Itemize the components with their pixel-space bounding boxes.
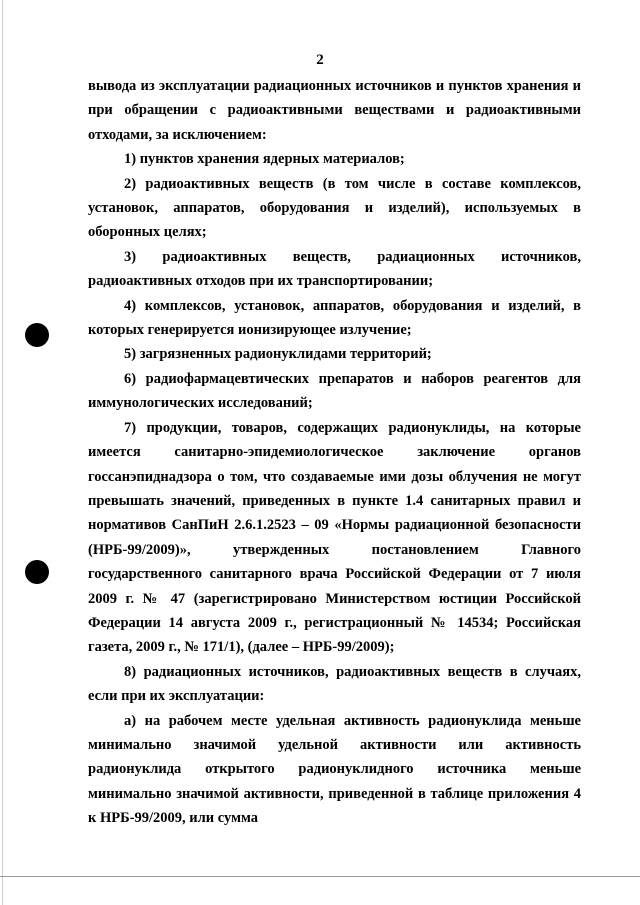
paragraph-item-6: 6) радиофармацевтических препаратов и наборов реагентов для иммунологических исследований; [88,370,581,412]
paragraph-item-8a: а) на рабочем месте удельная активность радионуклида меньше минимально значимой удельной активности или активность радионуклида открытого радионуклидного источника меньше минимально значимой активности, приведенной в таблице приложения 4 к НРБ-99/2009, или сумма [88,712,581,827]
paragraph-item-5: 5) загрязненных радионуклидами территорий; [124,346,432,363]
punch-hole-top [25,323,49,347]
paragraph-item-3: 3) радиоактивных веществ, радиационных источников, радиоактивных отходов при их транспортировании; [88,248,581,290]
page-number: 2 [316,52,324,68]
scan-left-edge [2,0,3,905]
paragraph-item-2: 2) радиоактивных веществ (в том числе в составе комплексов, установок, аппаратов, оборудования и изделий), используемых в оборонных целях; [88,175,581,241]
paragraph-item-4: 4) комплексов, установок, аппаратов, оборудования и изделий, в которых генерируется ионизирующее излучение; [88,297,581,339]
paragraph-item-8: 8) радиационных источников, радиоактивных веществ в случаях, если при их эксплуатации: [88,663,581,705]
scan-bottom-edge [0,876,640,877]
paragraph-item-7: 7) продукции, товаров, содержащих радионуклиды, на которые имеется санитарно-эпидемиологическое заключение органов госсанэпиднадзора о том, что создаваемые ими дозы облучения не могут превышать значений, приведенных в пункте 1.4 санитарных правил и нормативов СанПиН 2.6.1.2523 – 09 «Нормы радиационной безопасности (НРБ-99/2009)», утвержденных постановлением Главного государственного санитарного врача Российской Федерации от 7 июля 2009 г. № 47 (зарегистрировано Министерством юстиции Российской Федерации 14 августа 2009 г., регистрационный № 14534; Российская газета, 2009 г., № 171/1), (далее – НРБ-99/2009); [88,419,581,656]
paragraph-intro: вывода из эксплуатации радиационных источников и пунктов хранения и при обращении с радиоактивными веществами и радиоактивными отходами, за исключением: [88,78,581,143]
paragraph-item-1: 1) пунктов хранения ядерных материалов; [124,151,405,168]
punch-hole-bottom [25,560,49,584]
document-body [88,74,581,831]
